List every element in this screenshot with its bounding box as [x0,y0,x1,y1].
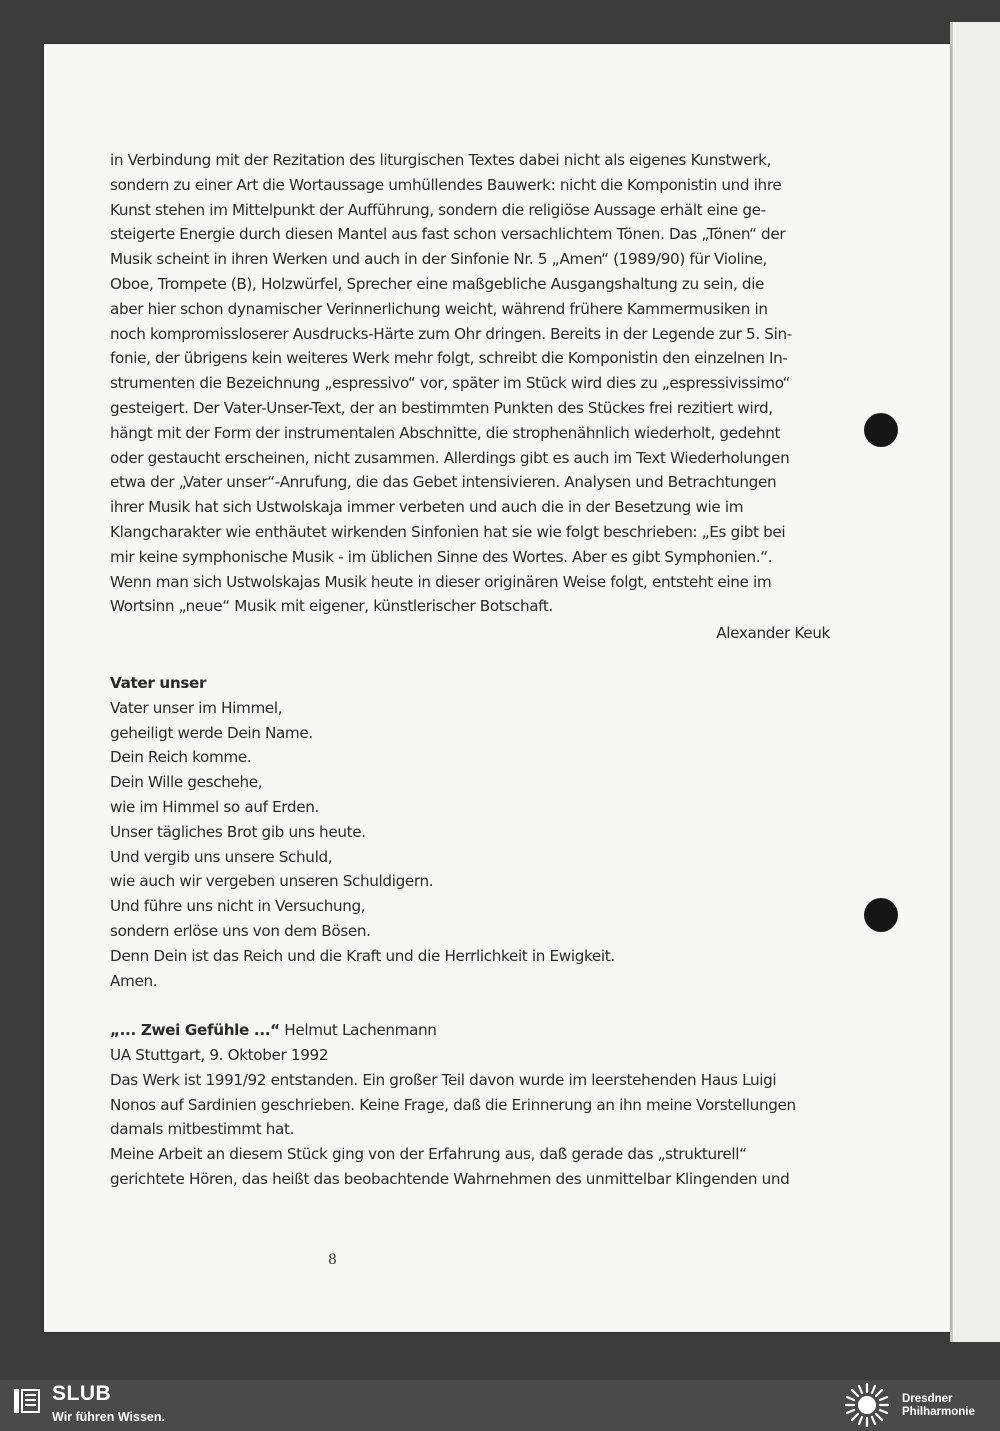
work-heading [110,1018,830,1043]
prayer-line: Und führe uns nicht in Versuchung, [110,897,366,916]
slub-book-icon [12,1386,42,1416]
text-line: mir keine symphonische Musik - im üblichen Sinne des Wortes. Aber es gibt Symphonien.“. [110,547,773,566]
text-line: damals mitbestimmt hat. [110,1120,295,1139]
library-tagline: Wir führen Wissen. [52,1410,165,1424]
orchestra-name-line1: Dresdner [902,1393,953,1405]
text-line: oder gestaucht erscheinen, nicht zusammen. Allerdings gibt es auch im Text Wiederholungen [110,448,790,467]
text-line: Musik scheint in ihren Werken und auch in der Sinfonie Nr. 5 „Amen“ (1989/90) für Violine, [110,250,768,269]
orchestra-name-line2: Philharmonie [902,1406,975,1418]
text-line: in Verbindung mit der Rezitation des liturgischen Textes dabei nicht als eigenes Kunstwerk, [110,151,772,169]
work-title: „... Zwei Gefühle ...“ [110,1021,280,1040]
page-text [110,148,830,1192]
philharmonie-sunburst-icon [842,1382,892,1428]
page-number: 8 [328,1252,337,1268]
text-line: Klangcharakter wie enthäutet wirkenden Sinfonien hat sie wie folgt beschrieben: „Es gibt bei [110,522,786,541]
prayer-line: Dein Wille geschehe, [110,773,263,792]
text-line: ihrer Musik hat sich Ustwolskaja immer verbeten und auch die in der Besetzung wie im [110,498,744,517]
cover-edge [950,22,1000,1342]
prayer-line: Dein Reich komme. [110,748,252,767]
prayer-section [110,671,830,993]
prayer-line: Vater unser im Himmel, [110,698,283,717]
text-line: Wortsinn „neue“ Musik mit eigener, künstlerischer Botschaft. [110,597,553,616]
work-section [110,1018,830,1192]
author-credit: Alexander Keuk [716,624,830,643]
prayer-line: wie im Himmel so auf Erden. [110,797,319,816]
punch-hole-bottom [864,898,898,932]
prayer-line: geheiligt werde Dein Name. [110,723,313,742]
work-premiere: UA Stuttgart, 9. Oktober 1992 [110,1046,329,1065]
text-line: noch kompromissloserer Ausdrucks-Härte zum Ohr dringen. Bereits in der Legende zur 5. Sin- [110,324,792,343]
prayer-line: Denn Dein ist das Reich und die Kraft und die Herrlichkeit in Ewigkeit. [110,946,615,965]
punch-hole-top [864,413,898,447]
prayer-line: wie auch wir vergeben unseren Schuldigern. [110,872,434,891]
text-line: hängt mit der Form der instrumentalen Abschnitte, die strophenähnlich wiederholt, gedehnt [110,423,781,442]
prayer-title: Vater unser [110,673,207,692]
text-line: gesteigert. Der Vater-Unser-Text, der an bestimmten Punkten des Stückes frei rezitiert wird, [110,398,773,417]
text-line: Wenn man sich Ustwolskajas Musik heute in dieser originären Weise folgt, entsteht eine im [110,572,772,591]
prayer-line: Unser tägliches Brot gib uns heute. [110,822,366,841]
article-paragraph [110,148,830,619]
prayer-line: Amen. [110,971,158,990]
text-line: sondern zu einer Art die Wortaussage umhüllendes Bauwerk: nicht die Komponistin und ihre [110,175,782,194]
orchestra-name [902,1393,975,1419]
library-name: SLUB [52,1382,112,1405]
text-line: aber hier schon dynamischer Verinnerlichung weicht, während frühere Kammermusiken in [110,299,768,318]
text-line: Nonos auf Sardinien geschrieben. Keine Frage, daß die Erinnerung an ihn meine Vorstellungen [110,1095,796,1114]
text-line: Meine Arbeit an diesem Stück ging von der Erfahrung aus, daß gerade das „strukturell“ [110,1145,747,1164]
text-line: gerichtete Hören, das heißt das beobachtende Wahrnehmen des unmittelbar Klingenden und [110,1170,790,1189]
work-composer: Helmut Lachenmann [284,1021,437,1040]
text-line: steigerte Energie durch diesen Mantel aus fast schon versachlichtem Tönen. Das „Tönen“ der [110,225,786,244]
prayer-line: sondern erlöse uns von dem Bösen. [110,921,371,940]
text-line: Das Werk ist 1991/92 entstanden. Ein großer Teil davon wurde im leerstehenden Haus Luigi [110,1070,777,1089]
prayer-line: Und vergib uns unsere Schuld, [110,847,333,866]
text-line: Oboe, Trompete (B), Holzwürfel, Sprecher eine maßgebliche Ausgangshaltung zu sein, die [110,274,765,293]
text-line: etwa der „Vater unser“-Anrufung, die das Gebet intensivieren. Analysen und Betrachtungen [110,473,777,492]
text-line: fonie, der übrigens kein weiteres Werk mehr folgt, schreibt die Komponistin den einzelnen In- [110,349,788,368]
text-line: Kunst stehen im Mittelpunkt der Aufführung, sondern die religiöse Aussage erhält eine ge- [110,200,766,219]
footer-bar [0,1380,1000,1431]
text-line: strumenten die Bezeichnung „espressivo“ vor, später im Stück wird dies zu „espressivissimo“ [110,374,791,393]
